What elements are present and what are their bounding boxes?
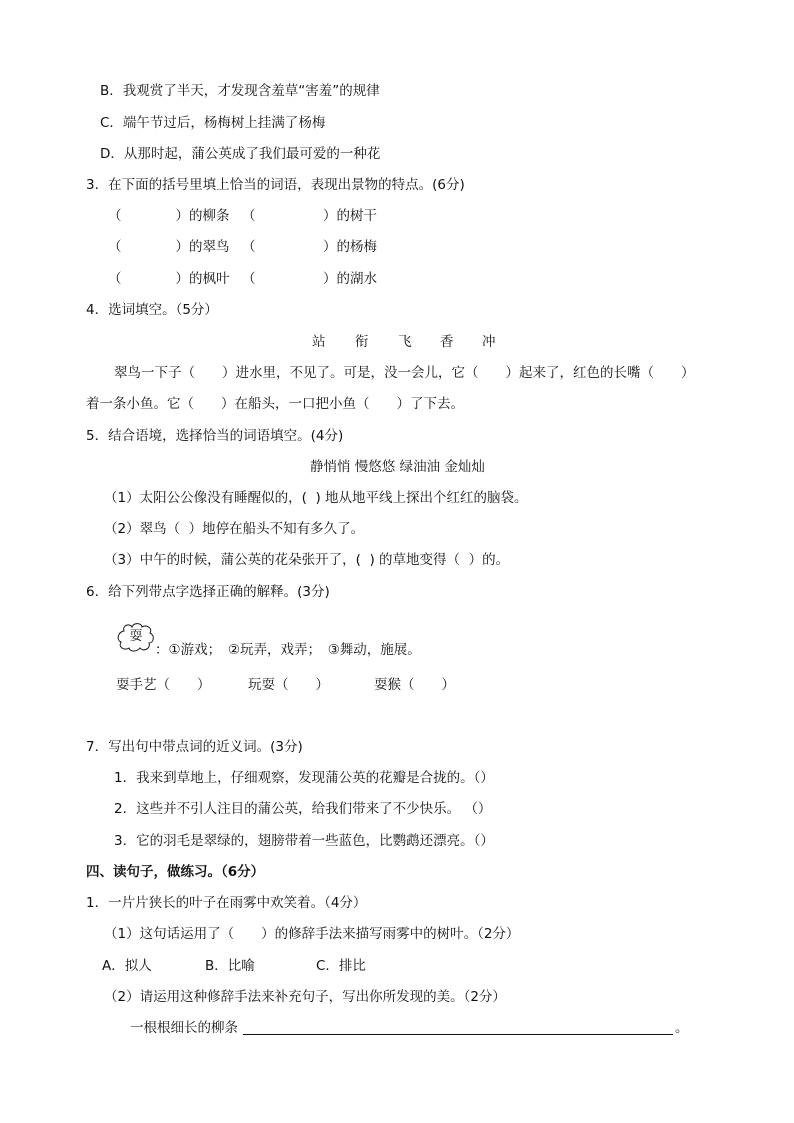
option-c: C．端午节过后，杨梅树上挂满了杨梅: [100, 115, 326, 131]
q6-item-2: 玩耍（ ）: [248, 677, 329, 693]
fill-prefix: 一根根细长的柳条: [130, 1020, 238, 1036]
dotted-character: 耍: [129, 629, 143, 644]
q7-sentence-2: 2．这些并不引人注目的蒲公英，给我们带来了不少快乐。 （）: [114, 801, 492, 817]
q3-row2-right: （ ）的杨梅: [242, 239, 377, 255]
section-4-question-1: 1．一片片狭长的叶子在雨雾中欢笑着。（4分）: [86, 895, 367, 911]
q6-item-3: 耍猴（ ）: [374, 677, 455, 693]
question-5-title: 5．结合语境，选择恰当的词语填空。(4分): [86, 428, 344, 444]
q4-passage-line-1: 翠鸟一下子（ ）进水里，不见了。可是，没一会儿，它（ ）起来了，红色的长嘴（ ）: [114, 365, 695, 381]
question-6-title: 6．给下列带点字选择正确的解释。(3分): [86, 584, 330, 600]
word-bank-word: 冲: [482, 334, 496, 350]
q4-passage-line-2: 着一条小鱼。它（ ）在船头，一口把小鱼（ ）了下去。: [86, 396, 464, 412]
q6-meanings: ：①游戏； ②玩弄，戏弄； ③舞动，施展。: [155, 642, 421, 658]
word-bank-word: 衔: [355, 334, 369, 350]
question-7-title: 7．写出句中带点词的近义词。(3分): [86, 739, 303, 755]
section-4-sub-2: （2）请运用这种修辞手法来补充句子，写出你所发现的美。（2分）: [104, 989, 506, 1005]
q5-sentence-3: （3）中午的时候，蒲公英的花朵张开了，( ) 的草地变得（ ）的。: [104, 552, 510, 568]
word-bank-word: 香: [440, 334, 454, 350]
q7-sentence-1: 1．我来到草地上，仔细观察，发现蒲公英的花瓣是合拢的。（）: [114, 770, 494, 786]
question-3-title: 3．在下面的括号里填上恰当的词语，表现出景物的特点。(6分): [86, 177, 465, 193]
q3-row2-left: （ ）的翠鸟: [108, 239, 230, 255]
q6-item-1: 耍手艺（ ）: [116, 677, 211, 693]
answer-blank-line[interactable]: [243, 1034, 673, 1035]
q5-word-bank: 静悄悄 慢悠悠 绿油油 金灿灿: [310, 459, 485, 475]
q5-sentence-1: （1）太阳公公像没有睡醒似的，( ) 地从地平线上探出个红红的脑袋。: [104, 490, 528, 506]
q3-row3-left: （ ）的枫叶: [108, 271, 230, 287]
option-c: C．排比: [316, 958, 366, 974]
option-a: A．拟人: [102, 958, 152, 974]
option-b: B．我观赏了半天，才发现含羞草“害羞”的规律: [100, 83, 380, 99]
q3-row3-right: （ ）的湖水: [242, 271, 377, 287]
question-4-title: 4．选词填空。（5分）: [86, 302, 218, 318]
q7-sentence-3: 3．它的羽毛是翠绿的，翅膀带着一些蓝色，比鹦鹉还漂亮。（）: [114, 833, 494, 849]
section-4-title: 四、读句子，做练习。（6分）: [86, 864, 265, 880]
word-bank-word: 站: [312, 334, 326, 350]
option-b: B．比喻: [205, 958, 255, 974]
q3-row1-right: （ ）的树干: [242, 208, 377, 224]
q5-sentence-2: （2）翠鸟（ ）地停在船头不知有多久了。: [104, 521, 365, 537]
section-4-sub-1: （1）这句话运用了（ ）的修辞手法来描写雨雾中的树叶。（2分）: [104, 926, 520, 942]
q3-row1-left: （ ）的柳条: [108, 208, 230, 224]
flower-frame-icon: [116, 622, 156, 652]
option-d: D．从那时起，蒲公英成了我们最可爱的一种花: [100, 146, 381, 162]
fill-end: 。: [675, 1020, 689, 1036]
word-bank-word: 飞: [398, 334, 412, 350]
